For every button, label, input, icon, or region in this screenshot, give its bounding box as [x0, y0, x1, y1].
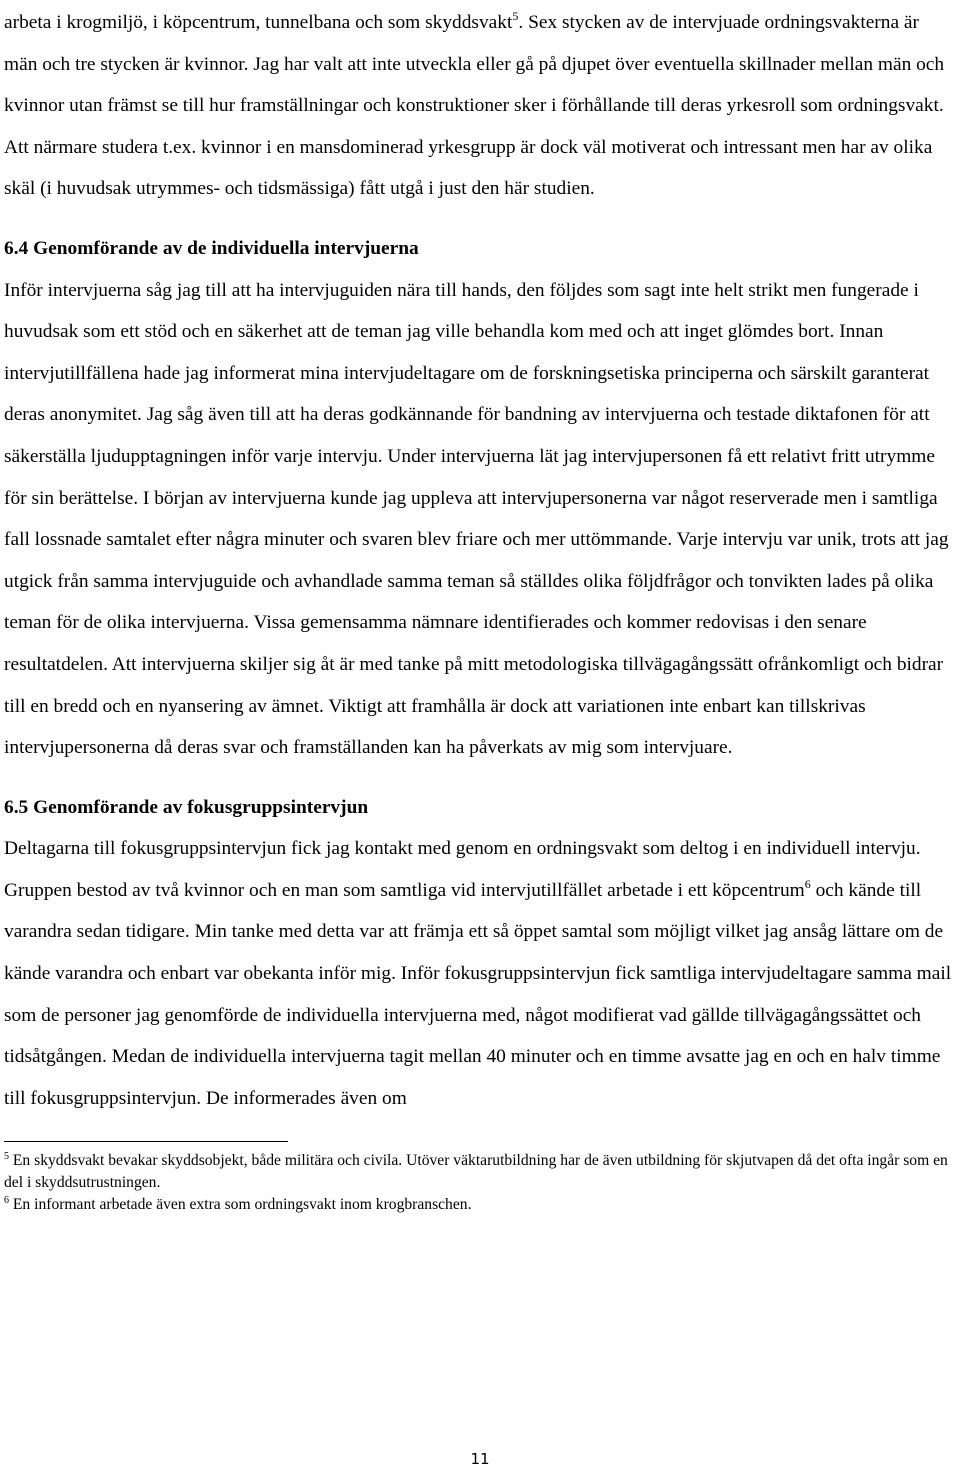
section-6-5-text-part-2: och kände till varandra sedan tidigare. Min tanke med detta var att främja ett så öppet samtal som möjligt vilket jag ansåg lättare om de kände varandra och enbart var obekanta inför mig. Inför fokusgruppsintervjun fick samtliga intervjudeltagare samma mail som de personer jag genomförde de individuella intervjuerna med, något modifierat vad gällde tillvägagångssättet och tidsåtgången. Medan de individuella intervjuerna tagit mellan 40 minuter och en timme avsatte jag en och en halv timme till fokusgruppsintervjun. De informerades även om [4, 879, 952, 1109]
section-heading-6-5: 6.5 Genomförande av fokusgruppsintervjun [4, 796, 369, 818]
intro-paragraph [4, 2, 954, 210]
intro-text-part-1: arbeta i krogmiljö, i köpcentrum, tunnelbana och som skyddsvakt [4, 12, 513, 33]
footnote-6 [4, 1194, 954, 1216]
body-text [4, 2, 954, 1119]
intro-text-part-2: . Sex stycken av de intervjuade ordningsvakterna är män och tre stycken är kvinnor. Jag har valt att inte utveckla eller gå på djupet över eventuella skillnader mellan män och kvinnor utan främst se till hur framställningar och konstruktioner sker i förhållande till deras yrkesroll som ordningsvakt. Att närmare studera t.ex. kvinnor i en mansdominerad yrkesgrupp är dock väl motiverat och intressant men har av olika skäl (i huvudsak utrymmes- och tidsmässiga) fått utgå i just den här studien. [4, 12, 945, 200]
footnote-number: 6 [4, 1195, 9, 1207]
footnote-5 [4, 1150, 954, 1194]
footnotes [4, 1150, 954, 1216]
footnote-text: En informant arbetade även extra som ordningsvakt inom krogbranschen. [9, 1196, 472, 1214]
footnote-separator [4, 1141, 288, 1142]
footnote-ref-5[interactable]: 5 [512, 9, 519, 23]
footnote-number: 5 [4, 1151, 9, 1163]
paragraph-gap [4, 769, 954, 787]
page-number: 11 [470, 1450, 490, 1468]
section-6-5-paragraph [4, 828, 954, 1119]
section-6-4-paragraph: Inför intervjuerna såg jag till att ha intervjuguiden nära till hands, den följdes som sagt inte helt strikt men fungerade i huvudsak som ett stöd och en säkerhet att de teman jag ville behandla kom med och att inget glömdes bort. Innan intervjutillfällena hade jag informerat mina intervjudeltagare om de forskningsetiska principerna och särskilt garanterat deras anonymitet. Jag såg även till att ha deras godkännande för bandning av intervjuerna och testade diktafonen för att säkerställa ljudupptagningen inför varje intervju. Under intervjuerna lät jag intervjupersonen få ett relativt fritt utrymme för sin berättelse. I början av intervjuerna kunde jag uppleva att intervjupersonerna var något reserverade men i samtliga fall lossnade samtalet efter några minuter och svaren blev friare och mer uttömmande. Varje intervju var unik, trots att jag utgick från samma intervjuguide och avhandlade samma teman så ställdes olika följdfrågor och tonvikten lades på olika teman för de olika intervjuerna. Vissa gemensamma nämnare identifierades och kommer redovisas i den senare resultatdelen. Att intervjuerna skiljer sig åt är med tanke på mitt metodologiska tillvägagångssätt ofrånkomligt och bidrar till en bredd och en nyansering av ämnet. Viktigt att framhålla är dock att variationen inte enbart kan tillskrivas intervjupersonerna då deras svar och framställanden kan ha påverkats av mig som intervjuare. [4, 279, 949, 759]
footnote-text: En skyddsvakt bevakar skyddsobjekt, både militära och civila. Utöver väktarutbildning har de även utbildning för skjutvapen då det ofta ingår som en del i skyddsutrustningen. [4, 1152, 948, 1192]
paragraph-gap [4, 210, 954, 228]
footnote-ref-6[interactable]: 6 [804, 876, 811, 891]
section-heading-6-4: 6.4 Genomförande av de individuella intervjuerna [4, 237, 419, 259]
section-6-5-text-part-1: Deltagarna till fokusgruppsintervjun fick jag kontakt med genom en ordningsvakt som deltog i en individuell intervju. Gruppen bestod av två kvinnor och en man som samtliga vid intervjutillfället arbetade i ett köpcentrum [4, 838, 921, 901]
